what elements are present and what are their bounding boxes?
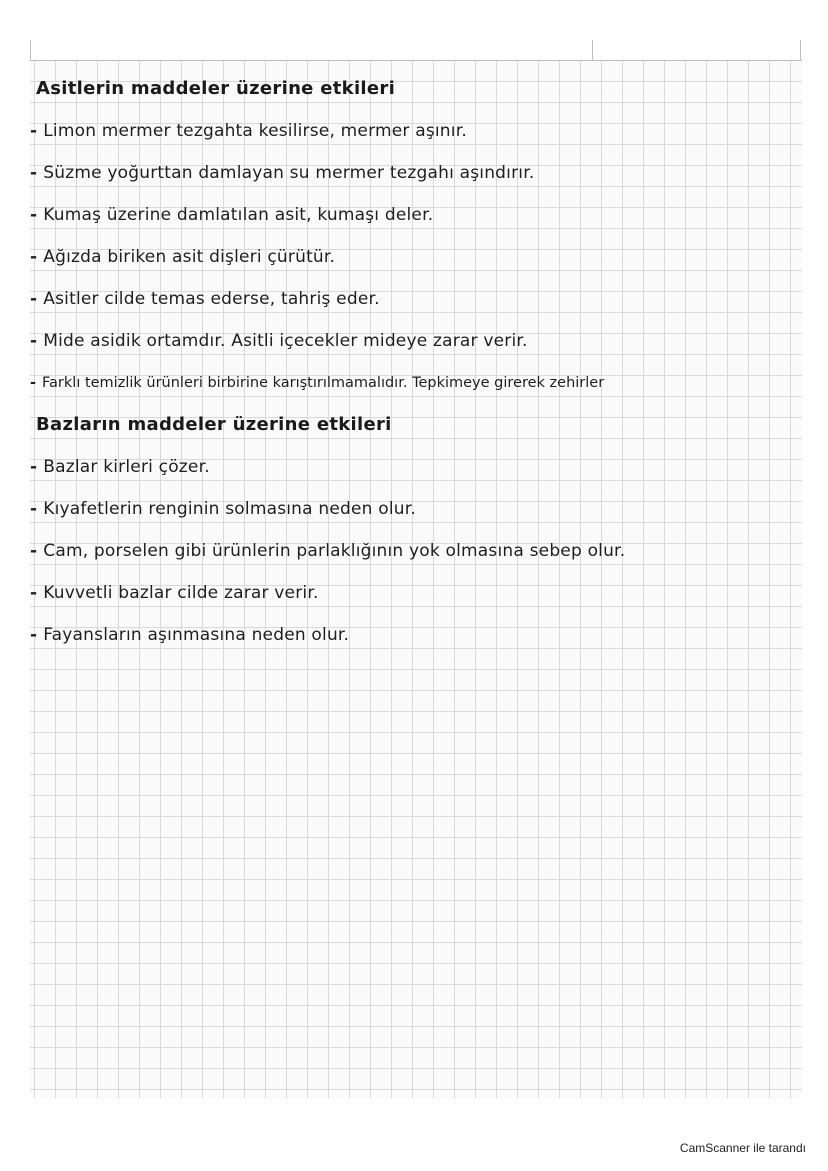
base-item: - Kuvvetli bazlar cilde zarar verir. — [30, 583, 319, 603]
base-item: - Kıyafetlerin renginin solmasına neden olur. — [30, 499, 416, 519]
bases-heading: Bazların maddeler üzerine etkileri — [36, 414, 392, 435]
acid-item: - Asitler cilde temas ederse, tahriş eder. — [30, 289, 380, 309]
header-tick-left — [30, 40, 31, 60]
base-item: - Fayansların aşınmasına neden olur. — [30, 625, 350, 645]
acids-heading: Asitlerin maddeler üzerine etkileri — [36, 78, 396, 99]
acid-item: - Mide asidik ortamdır. Asitli içecekler mideye zarar verir. — [30, 331, 528, 351]
page-header-strip — [30, 40, 802, 61]
acid-item: - Kumaş üzerine damlatılan asit, kumaşı deler. — [30, 205, 434, 225]
acid-item: - Ağızda biriken asit dişleri çürütür. — [30, 247, 336, 267]
header-tick-right — [800, 40, 801, 60]
acid-item: - Süzme yoğurttan damlayan su mermer tezgahı aşındırır. — [30, 163, 535, 183]
acid-item: - Limon mermer tezgahta kesilirse, mermer aşınır. — [30, 121, 467, 141]
header-tick-middle — [592, 40, 593, 60]
base-item: - Bazlar kirleri çözer. — [30, 457, 210, 477]
notes-content — [30, 68, 820, 656]
base-item: - Cam, porselen gibi ürünlerin parlaklığının yok olmasına sebep olur. — [30, 541, 626, 561]
acid-item: - Farklı temizlik ürünleri birbirine karıştırılmamalıdır. Tepkimeye girerek zehirler — [30, 375, 605, 391]
scanner-watermark: CamScanner ile tarandı — [679, 1141, 806, 1155]
